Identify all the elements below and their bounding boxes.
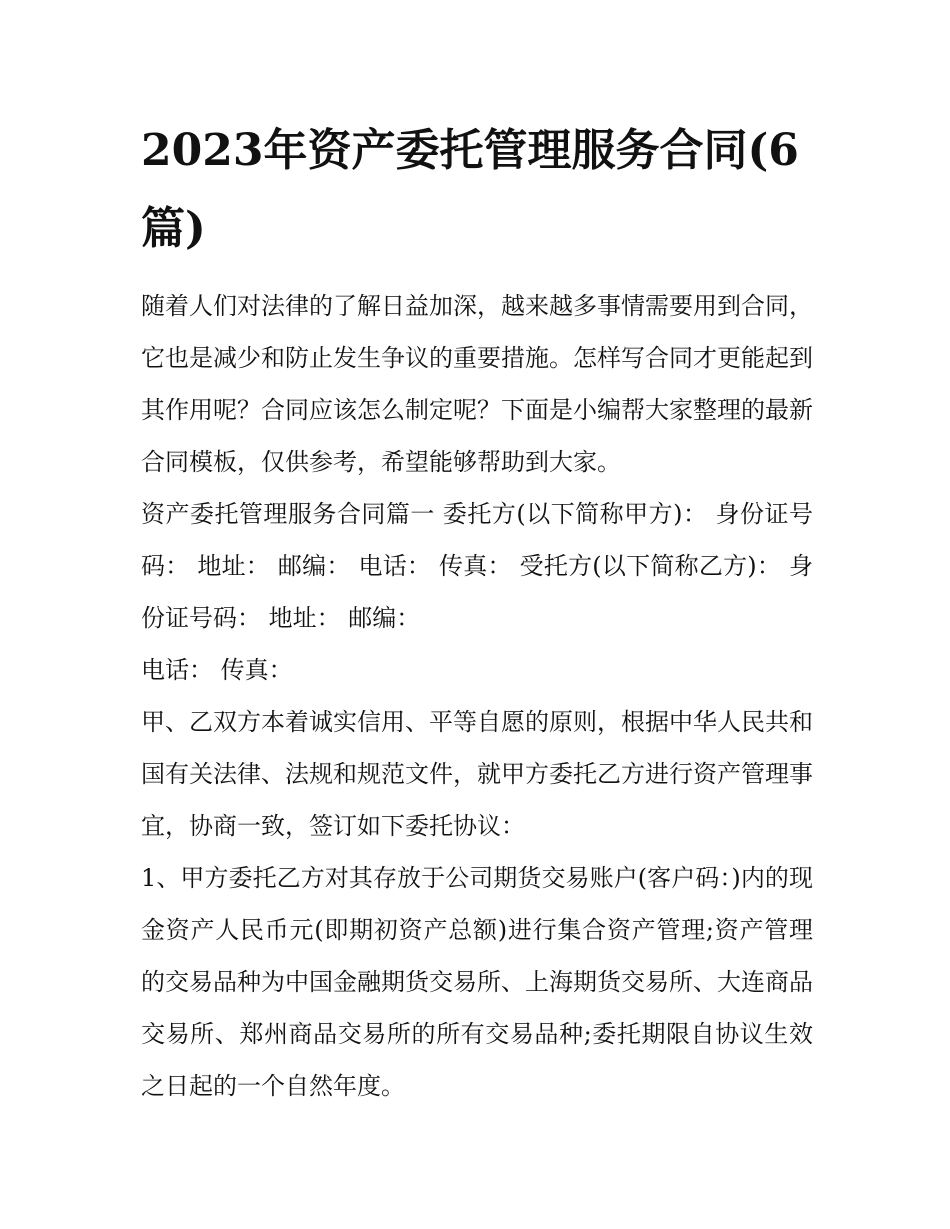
contact-paragraph: 电话： 传真： xyxy=(141,656,293,684)
clause-1-paragraph: 1、甲方委托乙方对其存放于公司期货交易账户(客户码：)内的现金资产人民币元(即期初资产总额)进行集合资产管理;资产管理的交易品种为中国金融期货交易所、上海期货交易所、大连商品交易所、郑州商品交易所的所有交易品种;委托期限自协议生效之日起的一个自然年度。 xyxy=(141,864,813,1100)
intro-paragraph: 随着人们对法律的了解日益加深，越来越多事情需要用到合同，它也是减少和防止发生争议的重要措施。怎样写合同才更能起到其作用呢？合同应该怎么制定呢？下面是小编帮大家整理的最新合同模板，仅供参考，希望能够帮助到大家。 xyxy=(141,292,813,476)
agreement-preamble-paragraph: 甲、乙双方本着诚实信用、平等自愿的原则，根据中华人民共和国有关法律、法规和规范文件，就甲方委托乙方进行资产管理事宜，协商一致，签订如下委托协议： xyxy=(141,708,813,840)
document-page xyxy=(141,112,813,1112)
document-title: 2023年资产委托管理服务合同(6篇) xyxy=(141,125,799,254)
parties-info-paragraph: 资产委托管理服务合同篇一 委托方(以下简称甲方)： 身份证号码： 地址： 邮编： 电话： 传真： 受托方(以下简称乙方)： 身份证号码： 地址： 邮编： xyxy=(141,500,813,632)
